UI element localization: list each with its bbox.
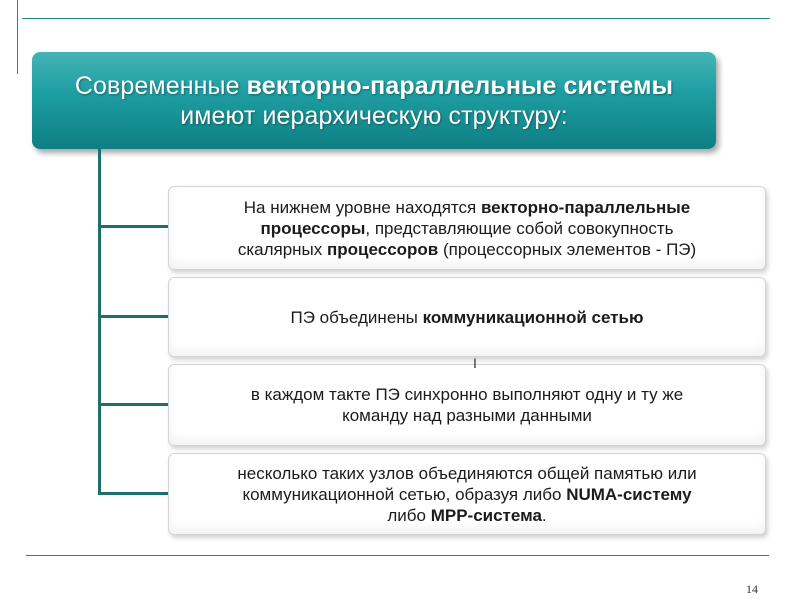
- connector-4: [98, 492, 168, 495]
- title-line-1: [75, 71, 673, 101]
- card-text: либо: [387, 505, 431, 525]
- card-text: скалярных: [237, 239, 328, 259]
- title-bold-text: векторно-параллельные системы: [246, 71, 674, 100]
- page-number: 14: [746, 582, 758, 596]
- card-bold: NUMA-систему: [566, 484, 692, 504]
- card-bold: MPP-система: [430, 505, 542, 525]
- card-text: (процессорных элементов - ПЭ): [438, 239, 697, 259]
- card-text: несколько таких узлов объединяются общей памятью или: [237, 463, 697, 483]
- title-text: Современные: [74, 71, 247, 100]
- connector-3: [98, 403, 168, 406]
- title-line-2: имеют иерархическую структуру:: [180, 101, 568, 130]
- card-text: , представляющие собой совокупность: [365, 218, 674, 238]
- connector-1: [98, 225, 168, 228]
- slide-title: [32, 52, 716, 149]
- hierarchy-item-vector-processors: [168, 186, 766, 270]
- card-text: коммуникационной сетью, образуя либо: [242, 484, 567, 504]
- card-bold: векторно-параллельные: [480, 197, 691, 217]
- card-text: .: [541, 505, 547, 525]
- connector-2: [98, 315, 168, 318]
- decor-line-left: [17, 0, 18, 74]
- card-text: в каждом такте ПЭ синхронно выполняют одну и ту же: [250, 385, 684, 404]
- text-cursor-icon: I: [473, 355, 477, 371]
- decor-line-bottom: [26, 555, 769, 556]
- card-bold: процессоров: [327, 239, 439, 259]
- card-text: команду над разными данными: [342, 406, 592, 425]
- card-text: На нижнем уровне находятся: [243, 197, 481, 217]
- hierarchy-item-communication-network: [168, 277, 766, 357]
- hierarchy-vertical-line: [98, 149, 101, 494]
- card-text: ПЭ объединены: [290, 307, 423, 327]
- hierarchy-item-numa-mpp: [168, 453, 766, 535]
- card-bold: процессоры: [260, 218, 366, 238]
- card-bold: коммуникационной сетью: [422, 307, 644, 327]
- decor-line-top: [22, 18, 770, 19]
- hierarchy-item-simd-execution: [168, 364, 766, 446]
